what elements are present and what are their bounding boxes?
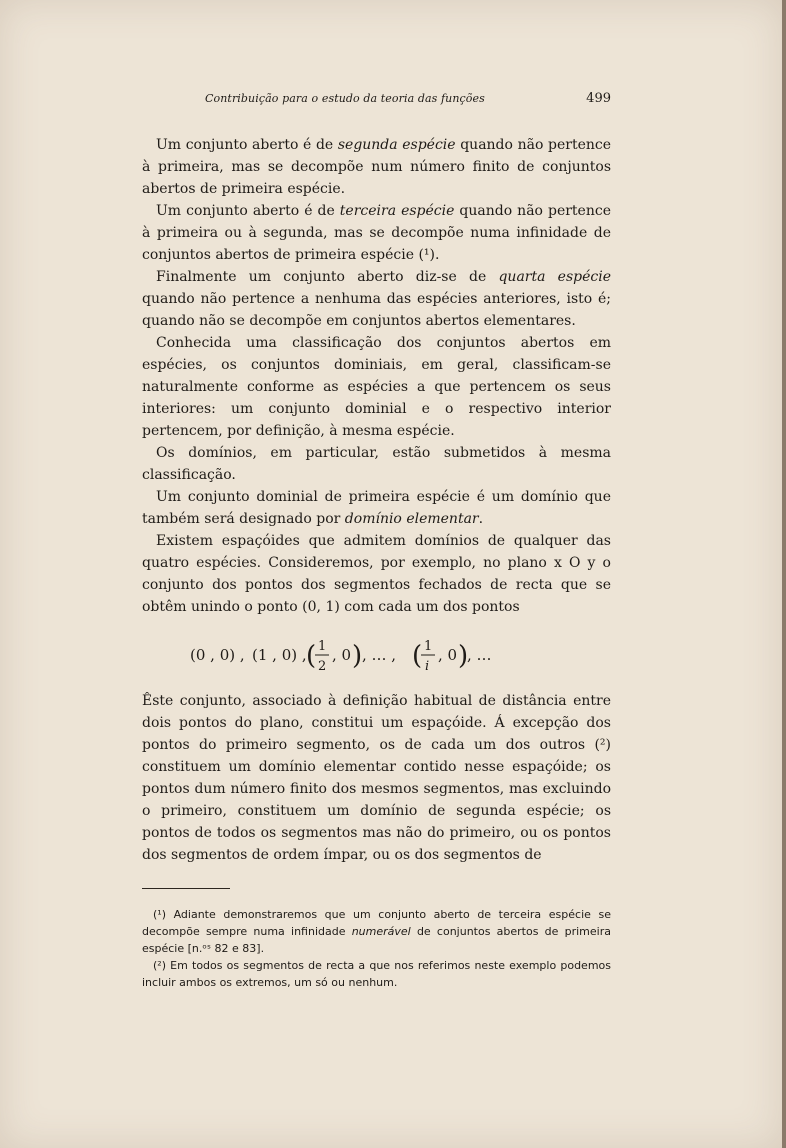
page-number: 499 [586,91,611,106]
p8-text: Êste conjunto, associado à definição habitual de distância entre dois pontos do plano, constitui um espaçóide. Á excepção dos pontos do primeiro segmento, os de cada um dos outros (²) constituem um domínio elementar contido nesse espaçóide; os pontos dum número finito dos mesmos segmentos, mas excluindo o primeiro, constituem um domínio de segunda espécie; os pontos de todos os segmentos mas não do primeiro, ou os pontos dos segmentos de ordem ímpar, ou os dos segmentos de [142,693,611,863]
p3-before: Finalmente um conjunto aberto diz-se de [156,269,487,285]
formula-i-numerator: 1 [424,639,433,654]
page-edge [782,0,786,1148]
formula-ellipsis: , … , [362,646,397,664]
running-title: Contribuição para o estudo da teoria das funções [205,92,485,105]
formula-paren-close-1: ) [352,641,363,671]
p5-text: Os domínios, em particular, estão submetidos à mesma classificação. [142,445,611,483]
formula-point-00: (0 , 0) , [190,646,245,664]
paragraph-fourth-species [142,266,611,332]
term-fourth-species: quarta espécie [498,269,611,285]
paragraph-domains [142,442,611,486]
formula-half-denominator: 2 [318,659,327,674]
p1-before: Um conjunto aberto é de [156,137,334,153]
p4-text: Conhecida uma classificação dos conjuntos abertos em espécies, os conjuntos dominiais, em geral, classificam-se naturalmente conforme as espécies a que pertencem os seus interiores: um conjunto dominial e o respectivo interior pertencem, por definição, à mesma espécie. [142,335,611,439]
footnote-1-after: de conjuntos abertos de primeira espécie [n.ᵒˢ 82 e 83]. [142,925,611,955]
formula-i-rest: , 0 [438,646,458,664]
p2-after: quando não pertence à primeira ou à segunda, mas se decompõe numa infinidade de conjuntos abertos de primeira espécie (¹). [142,203,611,263]
footnote-divider [142,888,230,889]
term-third-species: terceira espécie [339,203,455,219]
paragraph-elementary-domain [142,486,611,530]
p3-after: quando não pertence a nenhuma das espécies anteriores, isto é; quando não se decompõe em conjuntos abertos elementares. [142,291,611,329]
formula-paren-open-1: ( [306,641,317,671]
formula-point-10: (1 , 0) , [252,646,307,664]
p6-after: . [478,511,484,527]
term-elementary-domain: domínio elementar [344,511,479,527]
p7-text: Existem espaçóides que admitem domínios de qualquer das quatro espécies. Consideremos, por exemplo, no plano x O y o conjunto dos pontos dos segmentos fechados de recta que se obtêm unindo o ponto (0, 1) com cada um dos pontos [142,533,611,615]
formula-half-rest: , 0 [332,646,352,664]
footnote-1-before: (¹) Adiante demonstraremos que um conjunto aberto de terceira espécie se decompõe sempre numa infinidade [142,908,611,938]
footnotes [142,906,611,991]
formula-svg [190,630,510,682]
paragraph-espacoide [142,690,611,866]
main-text-lower [142,690,611,866]
formula-half-numerator: 1 [318,639,327,654]
main-text-upper [142,134,611,618]
formula-i-denominator: i [425,659,430,674]
footnote-1-emphasis: numerável [351,925,411,938]
paragraph-example [142,530,611,618]
footnote-2 [142,957,611,991]
p6-before: Um conjunto dominial de primeira espécie é um domínio que também será designado por [142,489,611,527]
footnote-1 [142,906,611,957]
footnote-2-text: (²) Em todos os segmentos de recta a que nos referimos neste exemplo podemos incluir ambos os extremos, um só ou nenhum. [142,959,611,989]
points-formula [190,630,510,682]
running-header [205,92,611,112]
formula-trailing-ellipsis: , … [467,646,492,664]
paragraph-second-species [142,134,611,200]
term-second-species: segunda espécie [337,137,456,153]
p2-before: Um conjunto aberto é de [156,203,335,219]
formula-paren-open-2: ( [412,641,423,671]
paragraph-third-species [142,200,611,266]
p1-after: quando não pertence à primeira, mas se decompõe num número finito de conjuntos abertos de primeira espécie. [142,137,612,197]
formula-paren-close-2: ) [458,641,469,671]
paragraph-dominial-sets [142,332,611,442]
